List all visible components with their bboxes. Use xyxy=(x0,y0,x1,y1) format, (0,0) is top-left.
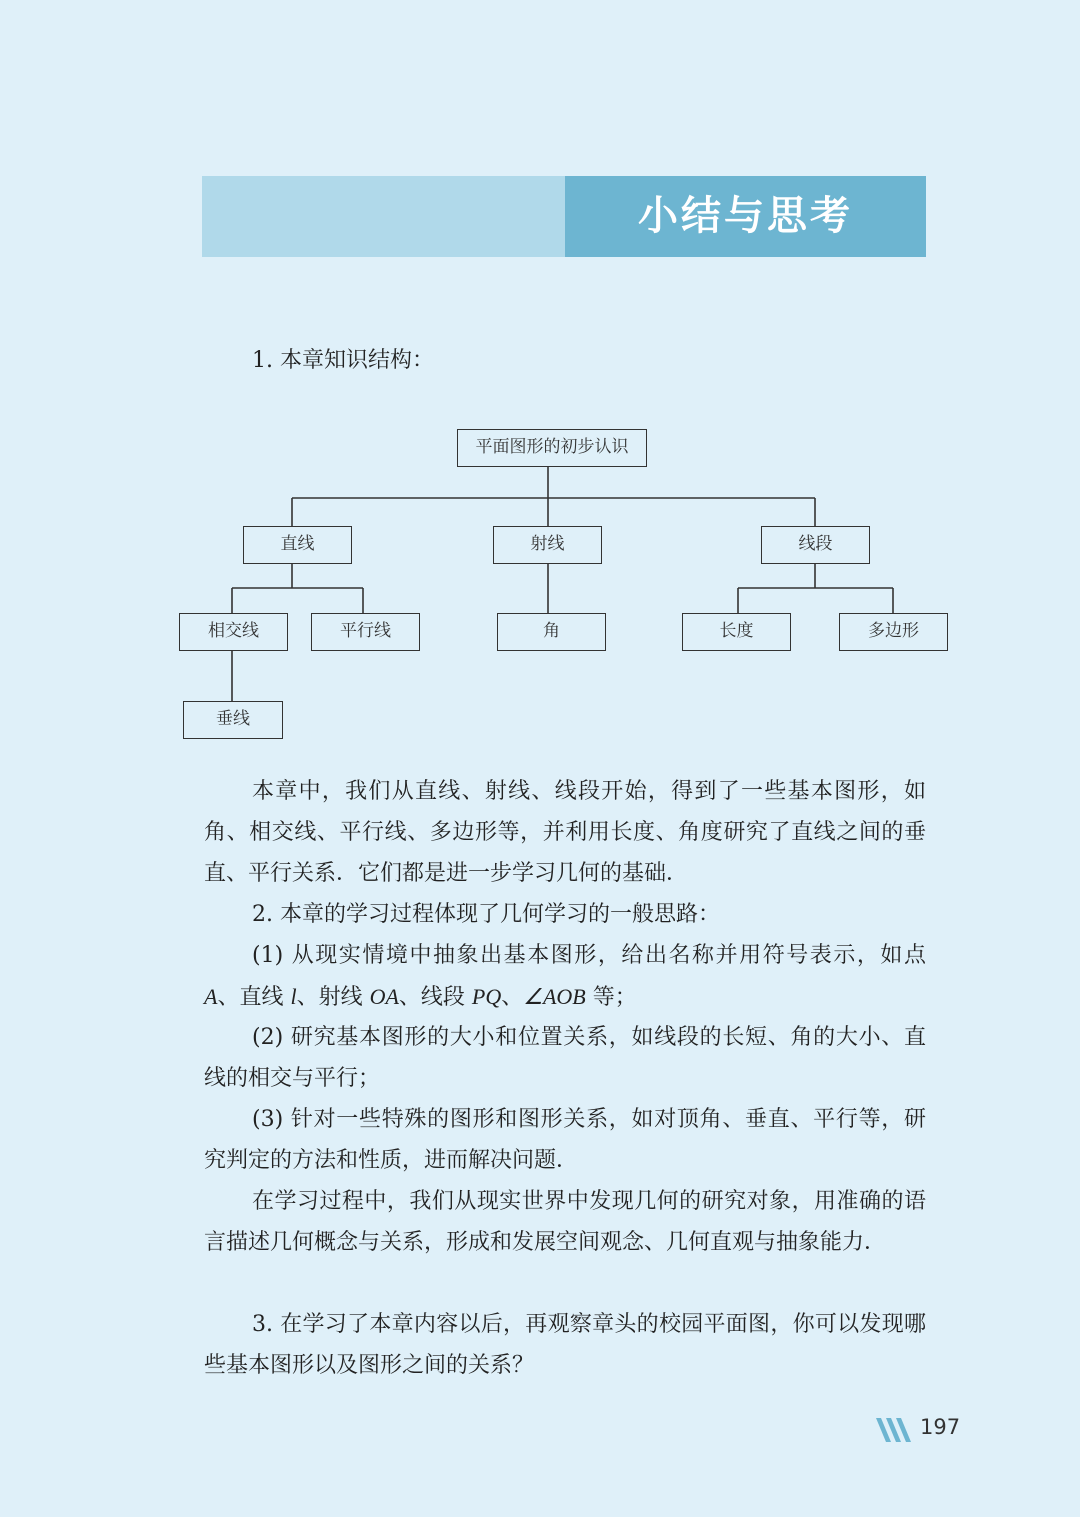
tree-node-angle: 角 xyxy=(497,613,606,651)
paragraph-section2-heading: 2. 本章的学习过程体现了几何学习的一般思路： xyxy=(252,902,720,927)
page-stripes-icon xyxy=(876,1418,916,1444)
tree-node-segment: 线段 xyxy=(761,526,870,564)
tree-node-length: 长度 xyxy=(682,613,791,651)
tree-root-node: 平面图形的初步认识 xyxy=(457,429,647,467)
paragraph-learning-process: 在学习过程中，我们从现实世界中发现几何的研究对象，用准确的语言描述几何概念与关系，形成和发展空间观念、几何直观与抽象能力． xyxy=(204,1189,926,1255)
tree-node-parallel-lines: 平行线 xyxy=(311,613,420,651)
page-number: 197 xyxy=(920,1415,961,1439)
paragraph-item1: (1) 从现实情境中抽象出基本图形，给出名称并用符号表示，如点 A、直线 l、射线 OA、线段 PQ、∠AOB 等； xyxy=(204,943,926,1010)
paragraph-item2: (2) 研究基本图形的大小和位置关系，如线段的长短、角的大小、直线的相交与平行； xyxy=(204,1025,926,1091)
paragraph-question3: 3. 在学习了本章内容以后，再观察章头的校园平面图，你可以发现哪些基本图形以及图形之间的关系？ xyxy=(204,1312,926,1378)
tree-node-intersecting-lines: 相交线 xyxy=(179,613,288,651)
tree-node-perpendicular: 垂线 xyxy=(183,701,283,739)
section-heading: 1. 本章知识结构： xyxy=(252,348,434,373)
paragraph-summary: 本章中，我们从直线、射线、线段开始，得到了一些基本图形，如角、相交线、平行线、多边形等，并利用长度、角度研究了直线之间的垂直、平行关系．它们都是进一步学习几何的基础． xyxy=(204,779,926,886)
tree-node-ray: 射线 xyxy=(493,526,602,564)
tree-node-line: 直线 xyxy=(243,526,352,564)
paragraph-item3: (3) 针对一些特殊的图形和图形关系，如对顶角、垂直、平行等，研究判定的方法和性质，进而解决问题． xyxy=(204,1107,926,1173)
tree-node-polygon: 多边形 xyxy=(839,613,948,651)
page-title: 小结与思考 xyxy=(638,193,853,239)
